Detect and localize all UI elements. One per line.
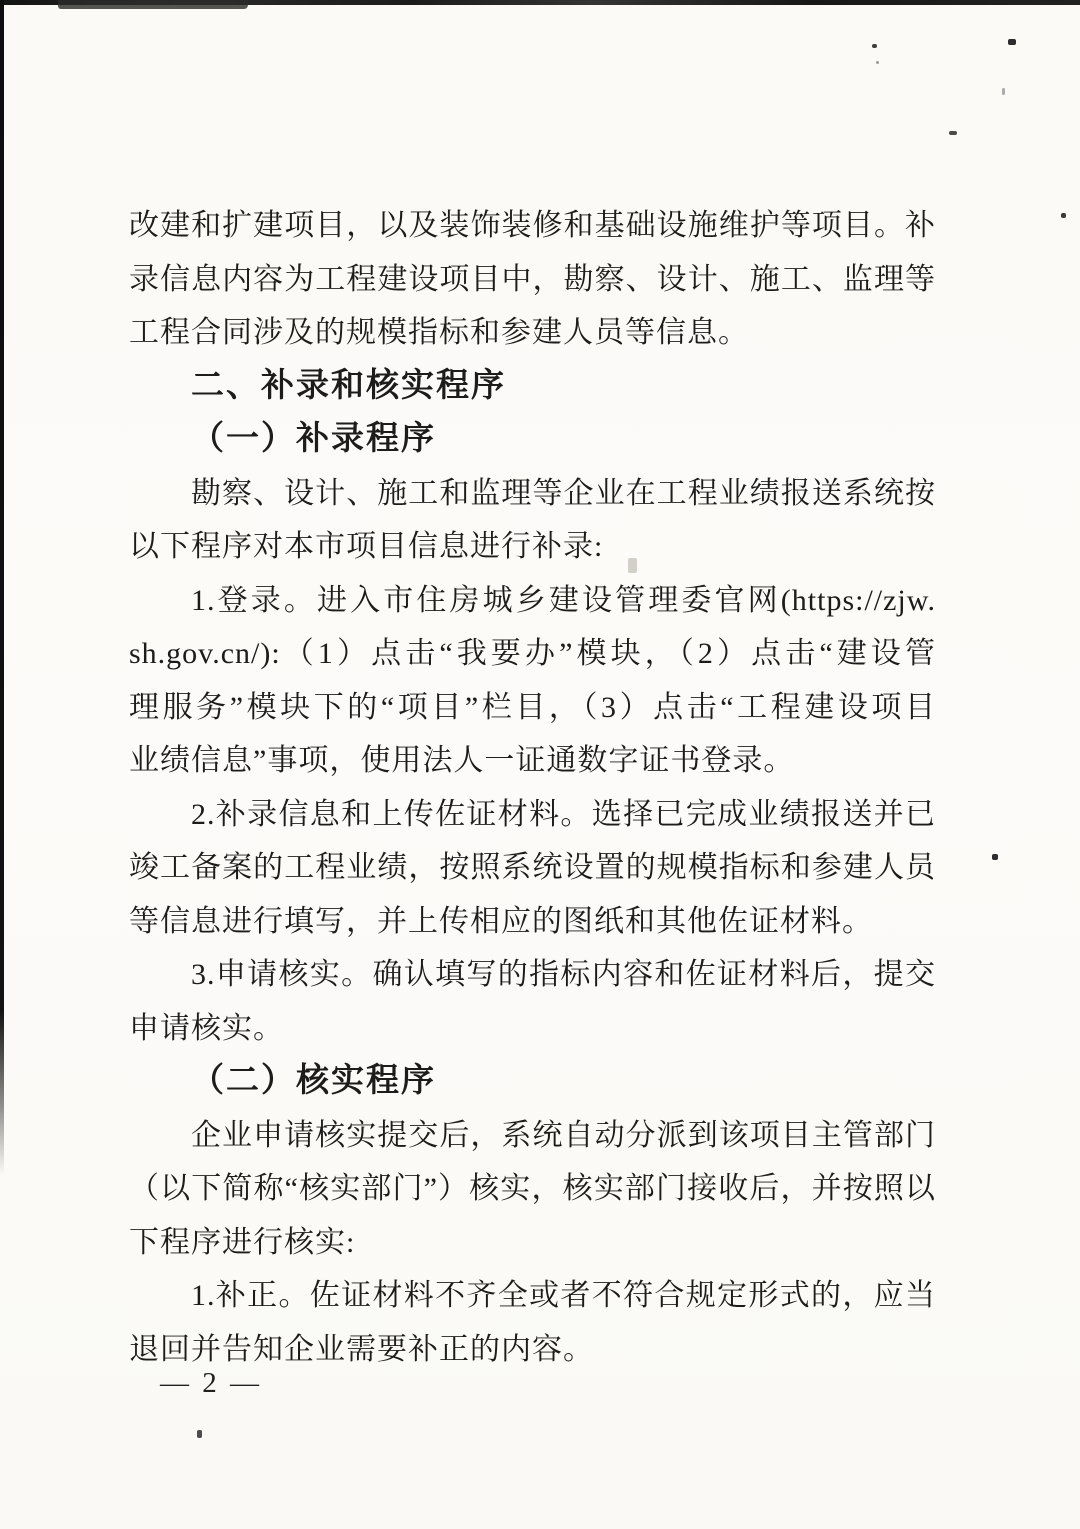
text-line: 3.申请核实。确认填写的指标内容和佐证材料后，提交 xyxy=(191,958,936,991)
text-line: 1.登录。进入市住房城乡建设管理委官网(https://zjw. xyxy=(191,583,936,617)
text-line: 2.补录信息和上传佐证材料。选择已完成业绩报送并已 xyxy=(191,797,936,831)
heading-line: （二）核实程序 xyxy=(191,1063,436,1099)
heading-line: 二、补录和核实程序 xyxy=(191,367,506,404)
text-line: 1.补正。佐证材料不齐全或者不符合规定形式的，应当 xyxy=(191,1279,936,1312)
text-line: 企业申请核实提交后，系统自动分派到该项目主管部门 xyxy=(191,1118,936,1152)
scan-edge-left xyxy=(0,0,4,1175)
text-line: 竣工备案的工程业绩，按照系统设置的规模指标和参建人员 xyxy=(129,851,936,884)
text-line: 业绩信息”事项，使用法人一证通数字证书登录。 xyxy=(129,744,795,777)
text-line: 理服务”模块下的“项目”栏目，（3）点击“工程建设项目 xyxy=(129,690,936,724)
scan-speck xyxy=(628,558,637,573)
scan-speck xyxy=(949,131,957,135)
scan-speck xyxy=(1002,88,1005,95)
scan-edge-top-left xyxy=(58,0,248,9)
text-line: 工程合同涉及的规模指标和参建人员等信息。 xyxy=(129,316,749,349)
text-line: （以下简称“核实部门”）核实，核实部门接收后，并按照以 xyxy=(129,1172,936,1205)
scan-speck xyxy=(876,61,879,64)
text-line: 改建和扩建项目，以及装饰装修和基础设施维护等项目。补 xyxy=(129,209,936,242)
scan-speck xyxy=(872,44,877,48)
page-number: — 2 — xyxy=(160,1367,262,1399)
document-body xyxy=(129,199,936,1376)
heading-line: （一）补录程序 xyxy=(191,421,436,457)
text-line: 等信息进行填写，并上传相应的图纸和其他佐证材料。 xyxy=(129,904,873,938)
scan-speck xyxy=(197,1430,202,1438)
text-line: 录信息内容为工程建设项目中，勘察、设计、施工、监理等 xyxy=(129,262,936,296)
scan-speck xyxy=(992,854,998,860)
scan-speck xyxy=(1061,213,1066,218)
text-line: sh.gov.cn/):（1）点击“我要办”模块，（2）点击“建设管 xyxy=(129,637,936,670)
scan-speck xyxy=(1008,39,1016,45)
text-line: 申请核实。 xyxy=(129,1011,284,1045)
text-line: 勘察、设计、施工和监理等企业在工程业绩报送系统按 xyxy=(191,476,936,510)
text-line: 以下程序对本市项目信息进行补录: xyxy=(129,530,604,563)
text-line: 下程序进行核实: xyxy=(129,1225,356,1259)
text-line: 退回并告知企业需要补正的内容。 xyxy=(129,1332,594,1366)
